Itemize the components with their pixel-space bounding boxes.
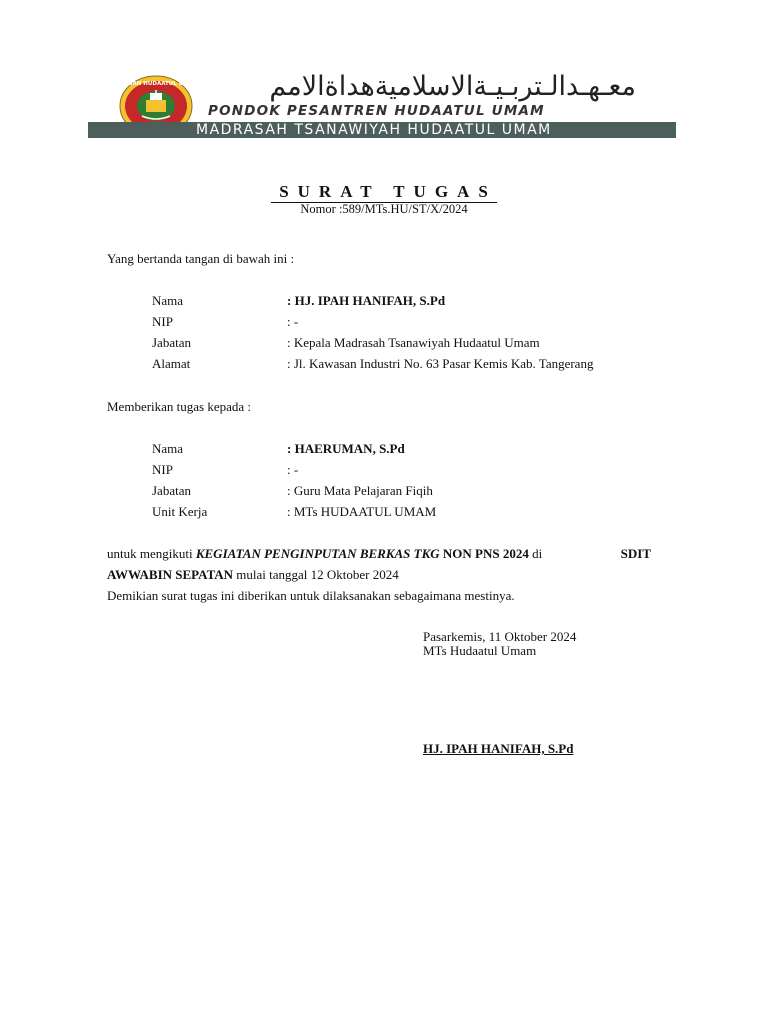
signer-name-value: : HJ. IPAH HANIFAH, S.Pd [287, 293, 446, 308]
assignee-name-value: : HAERUMAN, S.Pd [287, 441, 405, 456]
signer-address-value: : Jl. Kawasan Industri No. 63 Pasar Kemis Kab. Tangerang [287, 356, 594, 371]
pondok-name: PONDOK PESANTREN HUDAATUL UMAM [208, 103, 545, 119]
activity-year: NON PNS 2024 [439, 546, 529, 561]
assignee-position-label: Jabatan [152, 483, 191, 498]
document-number: Nomor :589/MTs.HU/ST/X/2024 [300, 202, 468, 216]
assignee-unit-label: Unit Kerja [152, 504, 208, 519]
intro-text: Yang bertanda tangan di bawah ini : [107, 251, 295, 266]
document-title: SURAT TUGAS [0, 182, 768, 202]
institution-name: MTs Hudaatul Umam [423, 643, 537, 658]
assign-intro-text: Memberikan tugas kepada : [107, 399, 252, 414]
body-line-1 [107, 546, 651, 562]
activity-name: KEGIATAN PENGINPUTAN BERKAS TKG [195, 546, 440, 561]
start-date-text: mulai tanggal 12 Oktober 2024 [233, 567, 399, 582]
signer-position-label: Jabatan [152, 335, 191, 350]
assignee-nip-label: NIP [152, 462, 173, 477]
closing-statement: Demikian surat tugas ini diberikan untuk dilaksanakan sebagaimana mestinya. [107, 588, 515, 603]
venue-part-1: SDIT [620, 546, 651, 561]
signer-nip-label: NIP [152, 314, 173, 329]
signer-position-value: : Kepala Madrasah Tsanawiyah Hudaatul Umam [287, 335, 540, 350]
signer-nip-value: : - [287, 314, 299, 329]
venue-part-2: AWWABIN SEPATAN [107, 567, 234, 582]
place-date: Pasarkemis, 11 Oktober 2024 [423, 629, 577, 644]
assignee-name-label: Nama [152, 441, 184, 456]
assignee-unit-value: : MTs HUDAATUL UMAM [287, 504, 437, 519]
arabic-institution-name: معـهـدالـتربـيـةالاسلاميةهداةالامم [269, 71, 636, 102]
body-text: untuk mengikuti [107, 546, 196, 561]
assignee-position-value: : Guru Mata Pelajaran Fiqih [287, 483, 433, 498]
svg-text:YAYASAN HUDAATUL UMAM: YAYASAN HUDAATUL UMAM [113, 81, 199, 87]
assignee-nip-value: : - [287, 462, 299, 477]
letterhead [88, 70, 676, 140]
signature-name: HJ. IPAH HANIFAH, S.Pd [423, 741, 574, 756]
signer-address-label: Alamat [152, 356, 191, 371]
signer-name-label: Nama [152, 293, 184, 308]
body-text: di [528, 546, 543, 561]
madrasah-name: MADRASAH TSANAWIYAH HUDAATUL UMAM [196, 122, 552, 138]
body-line-2 [107, 567, 399, 583]
